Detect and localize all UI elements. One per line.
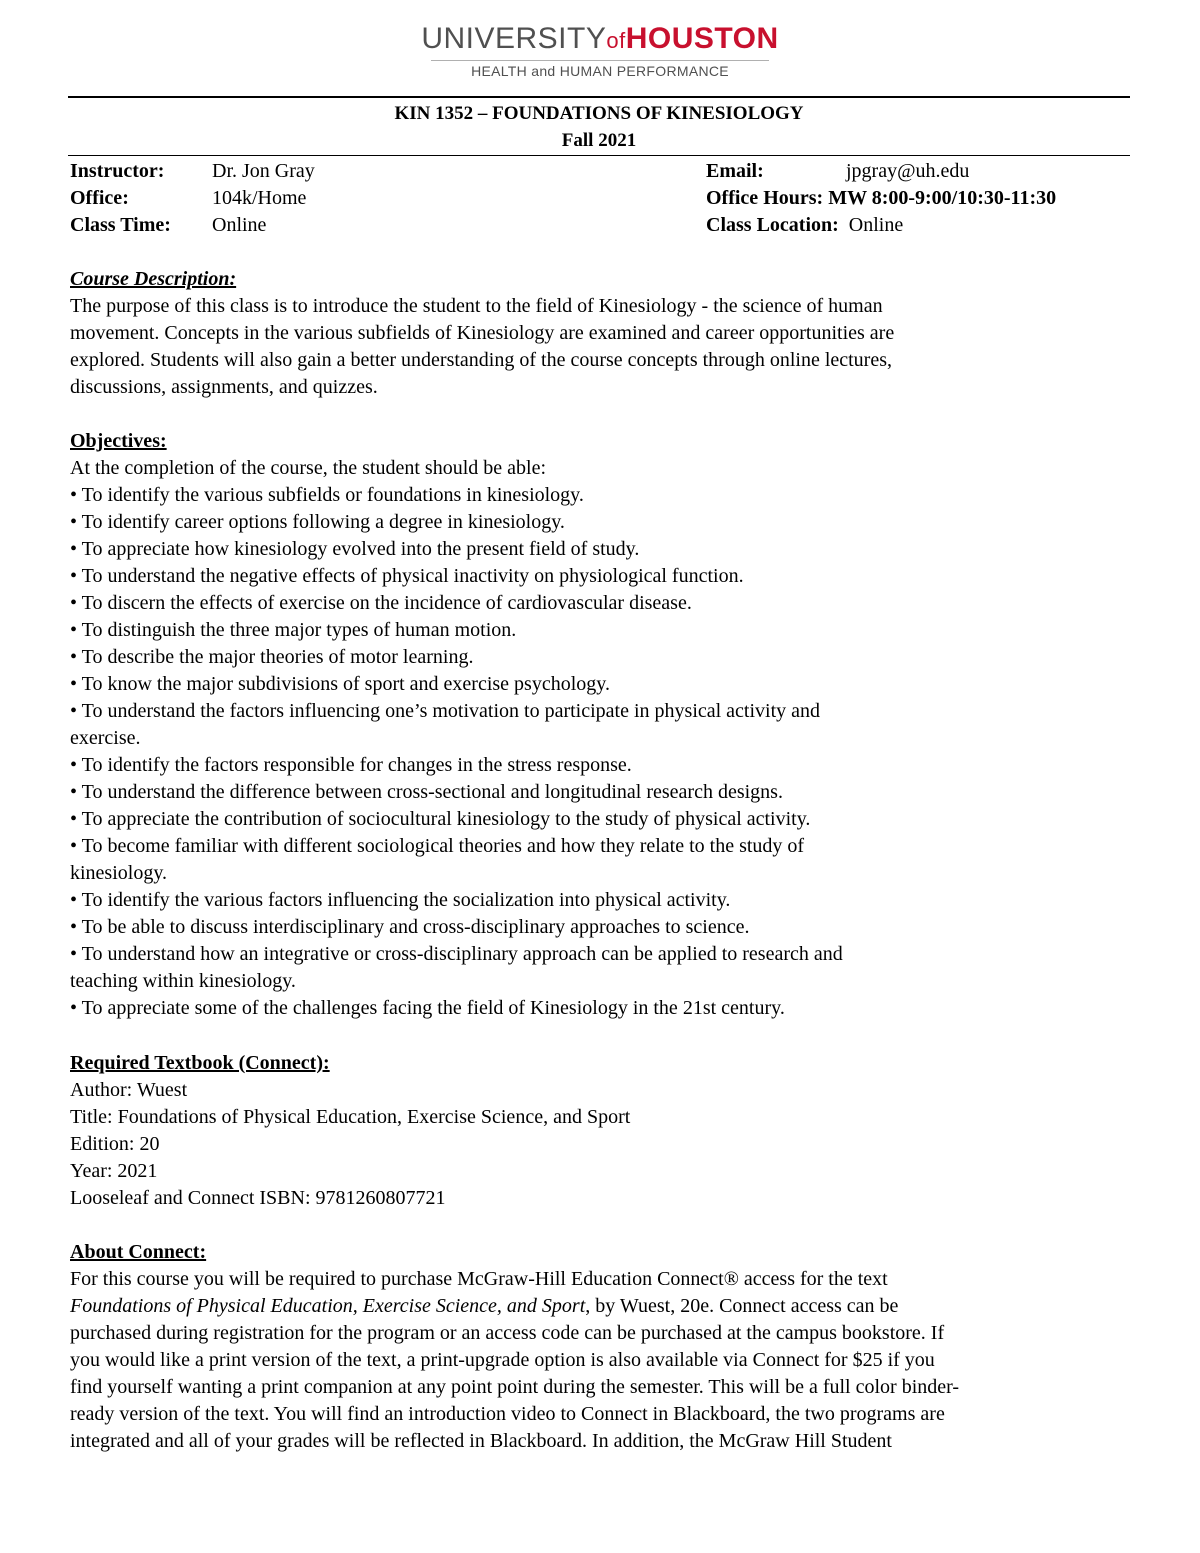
description-line: discussions, assignments, and quizzes. <box>70 376 378 398</box>
objective-item: • To understand the negative effects of physical inactivity on physiological function. <box>70 565 744 587</box>
connect-line <box>70 1293 1130 1320</box>
textbook-heading: Required Textbook (Connect): <box>70 1052 330 1074</box>
objective-item-continued: exercise. <box>70 727 141 749</box>
objective-item: • To understand how an integrative or cross-disciplinary approach can be applied to research and <box>70 943 843 965</box>
header-rule <box>68 96 1130 98</box>
textbook-title: Title: Foundations of Physical Education, Exercise Science, and Sport <box>70 1106 631 1128</box>
connect-book-title: Foundations of Physical Education, Exercise Science, and Sport <box>70 1295 586 1317</box>
objective-item: • To appreciate some of the challenges facing the field of Kinesiology in the 21st century. <box>70 997 785 1019</box>
objectives-heading: Objectives: <box>70 430 167 452</box>
instructor-label: Instructor: <box>70 160 165 182</box>
email-value[interactable]: jpgray@uh.edu <box>846 160 970 182</box>
office-value: 104k/Home <box>212 187 307 209</box>
university-logo <box>420 22 780 79</box>
logo-divider <box>431 60 769 61</box>
objective-item: • To understand the factors influencing one’s motivation to participate in physical activity and <box>70 700 821 722</box>
title-rule <box>68 155 1130 156</box>
objective-item: • To discern the effects of exercise on the incidence of cardiovascular disease. <box>70 592 692 614</box>
textbook-edition: Edition: 20 <box>70 1133 160 1155</box>
connect-heading: About Connect: <box>70 1241 207 1263</box>
course-title: KIN 1352 – FOUNDATIONS OF KINESIOLOGY <box>394 103 804 124</box>
textbook-isbn: Looseleaf and Connect ISBN: 9781260807721 <box>70 1187 446 1209</box>
objective-item: • To understand the difference between cross-sectional and longitudinal research designs. <box>70 781 783 803</box>
connect-line: ready version of the text. You will find an introduction video to Connect in Blackboard, the two programs are <box>70 1403 945 1425</box>
objective-item-continued: kinesiology. <box>70 862 168 884</box>
course-description-section <box>70 266 1130 401</box>
objective-item: • To identify the various factors influencing the socialization into physical activity. <box>70 889 731 911</box>
office-label: Office: <box>70 187 129 209</box>
objective-item: • To appreciate the contribution of sociocultural kinesiology to the study of physical activity. <box>70 808 811 830</box>
objective-item: • To become familiar with different sociological theories and how they relate to the study of <box>70 835 805 857</box>
textbook-year: Year: 2021 <box>70 1160 158 1182</box>
connect-line-rest: , by Wuest, 20e. Connect access can be <box>585 1295 899 1317</box>
objective-item: • To know the major subdivisions of sport and exercise psychology. <box>70 673 610 695</box>
logo-subtitle: HEALTH and HUMAN PERFORMANCE <box>471 63 729 79</box>
objective-item: • To describe the major theories of motor learning. <box>70 646 474 668</box>
description-line: explored. Students will also gain a better understanding of the course concepts through online lectures, <box>70 349 893 371</box>
description-line: movement. Concepts in the various subfields of Kinesiology are examined and career opportunities are <box>70 322 895 344</box>
office-hours: Office Hours: MW 8:00-9:00/10:30-11:30 <box>706 187 1057 209</box>
objective-item: • To identify career options following a degree in kinesiology. <box>70 511 565 533</box>
connect-line: For this course you will be required to purchase McGraw-Hill Education Connect® access for the text <box>70 1268 888 1290</box>
objective-item-continued: teaching within kinesiology. <box>70 970 296 992</box>
objectives-section <box>70 428 1130 1022</box>
class-time-value: Online <box>212 214 267 236</box>
connect-line: integrated and all of your grades will be reflected in Blackboard. In addition, the McGraw Hill Student <box>70 1430 892 1452</box>
textbook-author: Author: Wuest <box>70 1079 188 1101</box>
objective-item: • To be able to discuss interdisciplinary and cross-disciplinary approaches to science. <box>70 916 750 938</box>
course-term: Fall 2021 <box>561 130 637 151</box>
objectives-intro: At the completion of the course, the student should be able: <box>70 457 546 479</box>
class-time-label: Class Time: <box>70 214 171 236</box>
textbook-section <box>70 1050 1130 1212</box>
logo-of-text: of <box>606 28 626 53</box>
objective-item: • To distinguish the three major types of human motion. <box>70 619 517 641</box>
objective-item: • To identify the various subfields or foundations in kinesiology. <box>70 484 584 506</box>
connect-section <box>70 1239 1130 1455</box>
email-label: Email: <box>706 160 764 182</box>
objective-item: • To appreciate how kinesiology evolved into the present field of study. <box>70 538 640 560</box>
logo-wordmark <box>420 22 780 58</box>
connect-line: you would like a print version of the text, a print-upgrade option is also available via Connect for $25 if you <box>70 1349 935 1371</box>
connect-line: find yourself wanting a print companion at any point point during the semester. This will be a full color binder- <box>70 1376 960 1398</box>
connect-line: purchased during registration for the program or an access code can be purchased at the campus bookstore. If <box>70 1322 945 1344</box>
description-line: The purpose of this class is to introduce the student to the field of Kinesiology - the science of human <box>70 295 883 317</box>
logo-houston-text: HOUSTON <box>625 22 779 55</box>
instructor-value: Dr. Jon Gray <box>212 160 315 182</box>
logo-university-text: UNIVERSITY <box>421 22 607 55</box>
class-location: Class Location: Online <box>706 214 904 236</box>
course-description-heading: Course Description: <box>70 268 237 290</box>
objective-item: • To identify the factors responsible for changes in the stress response. <box>70 754 632 776</box>
